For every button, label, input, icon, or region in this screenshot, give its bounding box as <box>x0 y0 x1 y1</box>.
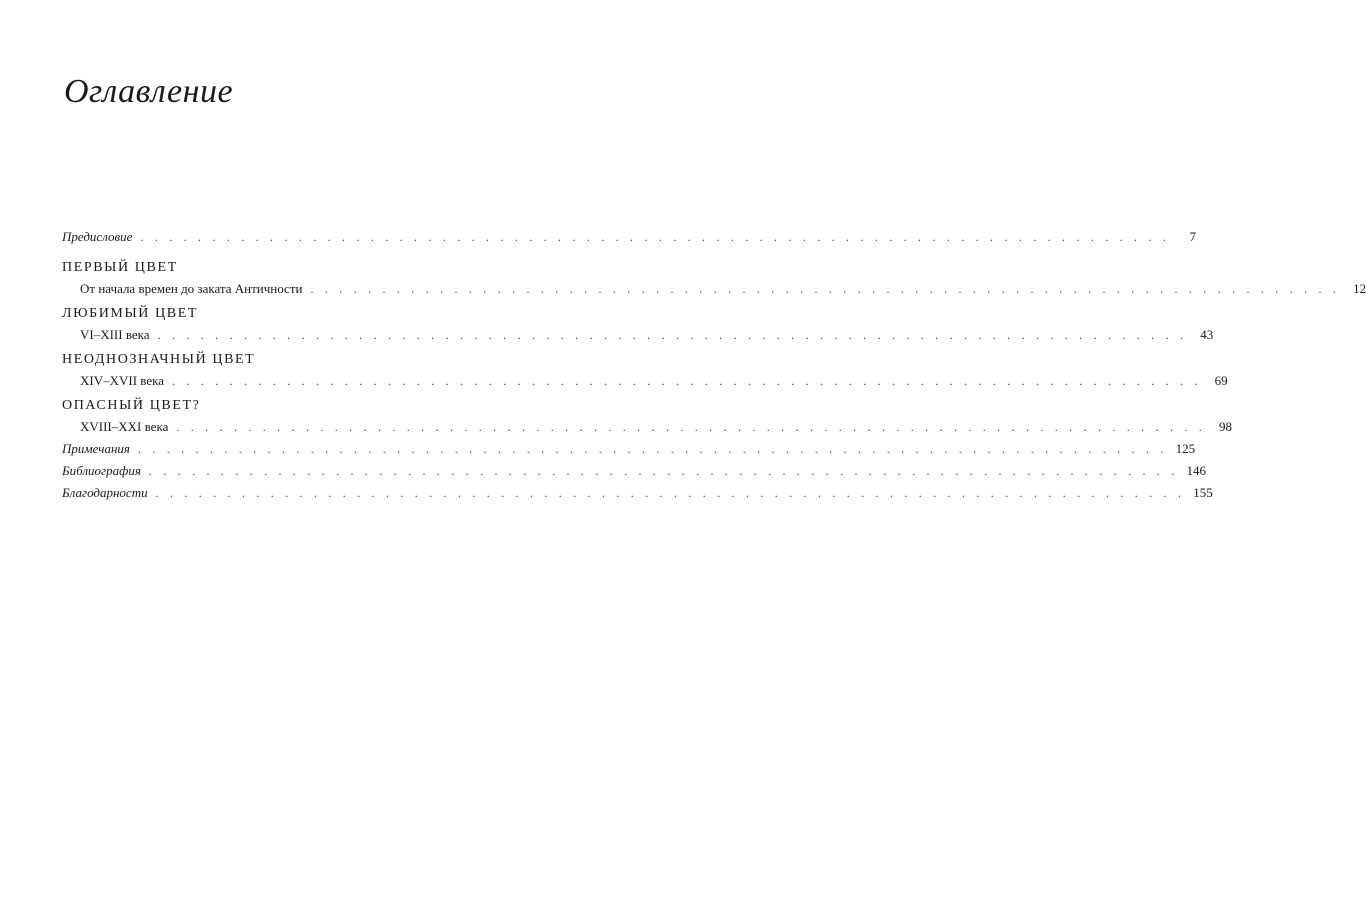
toc-entry-label: Библиография <box>62 463 141 478</box>
part-heading-4: ОПАСНЫЙ ЦВЕТ? <box>62 398 201 413</box>
dot-leader: . . . . . . . . . . . . . . . . . . . . . . . . . . . . . . . . . . . . . . . . . . . . . . . . . . . . . . . . . . . . . . . . . . . . . . . . <box>140 230 1171 244</box>
toc-entry-label: Предисловие <box>62 229 133 244</box>
toc-page-number: 155 <box>1193 485 1213 500</box>
toc-entry-label: XVIII–XXI века <box>80 419 169 434</box>
dot-leader: . . . . . . . . . . . . . . . . . . . . . . . . . . . . . . . . . . . . . . . . . . . . . . . . . . . . . . . . . . . . . . . . . . . . . . . . <box>157 328 1188 342</box>
part-heading-1: ПЕРВЫЙ ЦВЕТ <box>62 260 178 275</box>
dot-leader: . . . . . . . . . . . . . . . . . . . . . . . . . . . . . . . . . . . . . . . . . . . . . . . . . . . . . . . . . . . . . . . . . . . . . . . . <box>172 374 1202 388</box>
toc-entry-part-1[interactable] <box>62 278 1366 300</box>
toc-entry-label: VI–XIII века <box>80 327 150 342</box>
toc-page-number: 7 <box>1189 229 1197 244</box>
toc-page-number: 12 <box>1353 281 1366 296</box>
toc-entry-notes[interactable] <box>62 438 1196 460</box>
toc-entry-label: Примечания <box>62 441 130 456</box>
part-heading-2: ЛЮБИМЫЙ ЦВЕТ <box>62 306 199 321</box>
toc-entry-label: XIV–XVII века <box>80 373 165 388</box>
dot-leader: . . . . . . . . . . . . . . . . . . . . . . . . . . . . . . . . . . . . . . . . . . . . . . . . . . . . . . . . . . . . . . . . . . . . . . . . <box>155 486 1186 500</box>
toc-page-number: 43 <box>1200 327 1214 342</box>
toc-entry-label: Благодарности <box>62 485 148 500</box>
dot-leader: . . . . . . . . . . . . . . . . . . . . . . . . . . . . . . . . . . . . . . . . . . . . . . . . . . . . . . . . . . . . . . . . . . . . . . . . <box>148 464 1179 478</box>
toc-page-number: 69 <box>1214 373 1228 388</box>
dot-leader: . . . . . . . . . . . . . . . . . . . . . . . . . . . . . . . . . . . . . . . . . . . . . . . . . . . . . . . . . . . . . . . . . . . . . . . . <box>310 282 1341 296</box>
toc-page-number: 125 <box>1175 441 1196 456</box>
part-heading-3: НЕОДНОЗНАЧНЫЙ ЦВЕТ <box>62 352 256 367</box>
toc-entry-part-2[interactable] <box>62 324 1214 346</box>
toc-entry-part-3[interactable] <box>62 370 1228 392</box>
toc-entry-label: От начала времен до заката Античности <box>80 281 303 296</box>
toc-entry-acknowledgements[interactable] <box>62 482 1213 504</box>
dot-leader: . . . . . . . . . . . . . . . . . . . . . . . . . . . . . . . . . . . . . . . . . . . . . . . . . . . . . . . . . . . . . . . . . . . . . . . . <box>137 442 1168 456</box>
toc-entry-preface[interactable] <box>62 226 1197 248</box>
toc-entry-part-4[interactable] <box>62 416 1232 438</box>
page-title: Оглавление <box>64 72 234 110</box>
toc-entry-bibliography[interactable] <box>62 460 1207 482</box>
dot-leader: . . . . . . . . . . . . . . . . . . . . . . . . . . . . . . . . . . . . . . . . . . . . . . . . . . . . . . . . . . . . . . . . . . . . . . . . <box>176 420 1206 434</box>
toc-page-number: 98 <box>1218 419 1232 434</box>
toc-page-number: 146 <box>1186 463 1207 478</box>
table-of-contents <box>62 226 1366 504</box>
